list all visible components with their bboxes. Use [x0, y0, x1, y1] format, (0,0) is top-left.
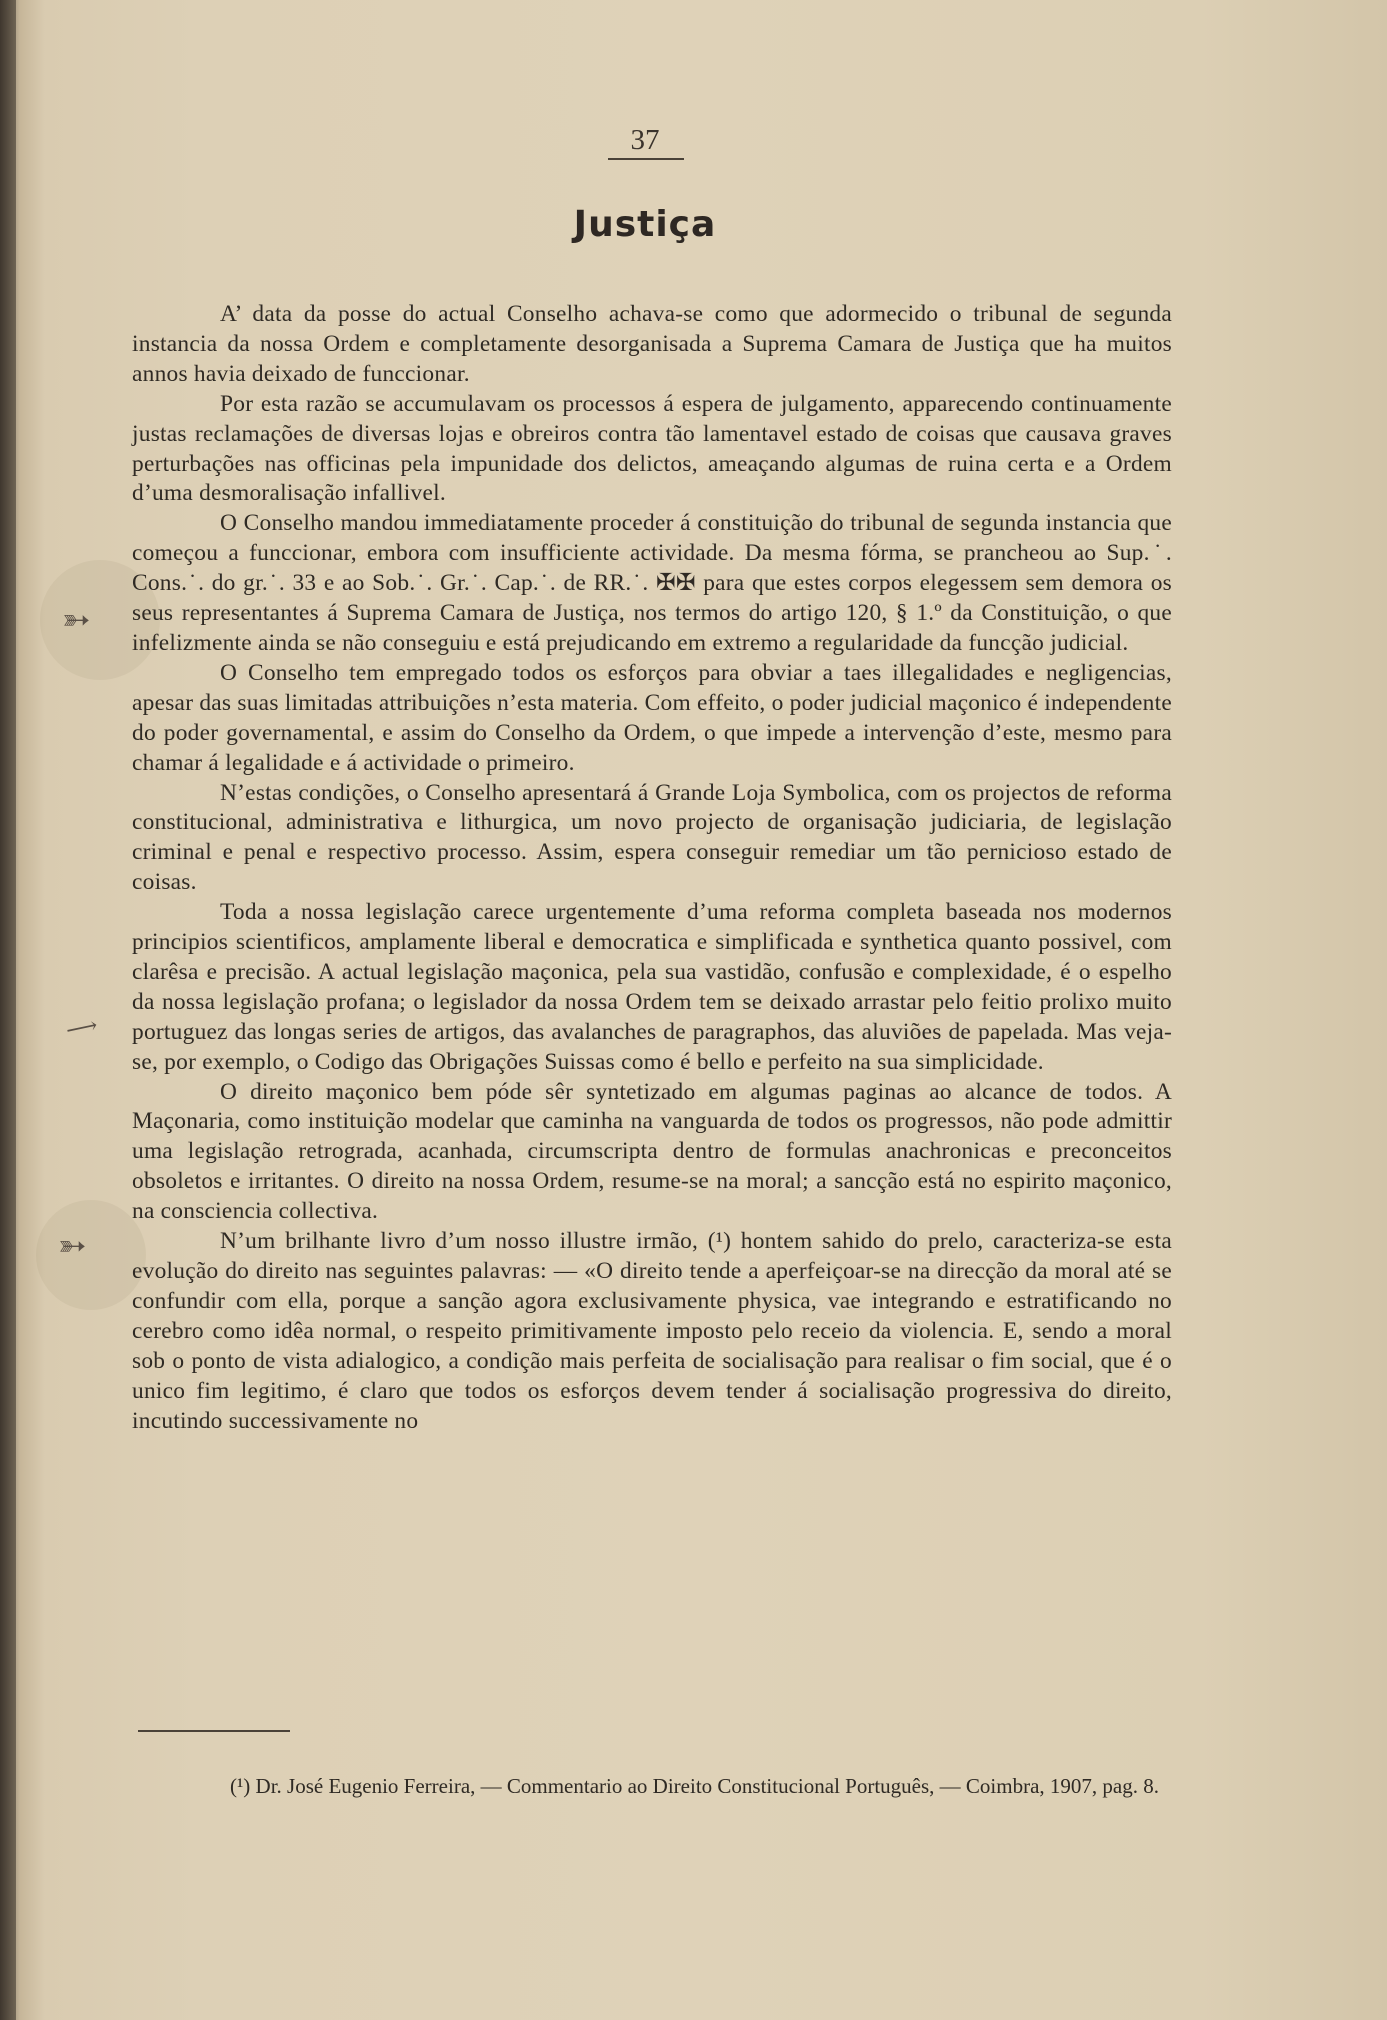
- binding-edge: [0, 0, 16, 2020]
- section-title: Justiça: [573, 204, 717, 245]
- paragraph: N’estas condições, o Conselho apresentará á Grande Loja Symbolica, com os projectos de reforma constitucional, administrativa e lithurgica, um novo projecto de organisação judiciaria, de legislação criminal e penal e respectivo processo. Assim, espera conseguir remediar um tão pernicioso estado de coisas.: [132, 779, 1172, 896]
- paragraph: Toda a nossa legislação carece urgentemente d’uma reforma completa baseada nos modernos principios scientificos, amplamente liberal e democratica e simplificada e synthetica quanto possivel, com clarêsa e precisão. A actual legislação maçonica, pela sua vastidão, confusão e complexidade, é o espelho da nossa legislação profana; o legislador da nossa Ordem tem se deixado arrastar pelo feitio prolixo muito portuguez das longas series de artigos, das avalanches de paragraphos, das aluviões de papelada. Mas veja-se, por exemplo, o Codigo das Obrigações Suissas como é bello e perfeito na sua simplicidade.: [132, 899, 1172, 1075]
- page-number: 37: [630, 124, 660, 156]
- paragraph: A’ data da posse do actual Conselho achava-se como que adormecido o tribunal de segunda instancia da nossa Ordem e completamente desorganisada a Suprema Camara de Justiça que ha muitos annos havia deixado de funccionar.: [132, 301, 1172, 387]
- footnote-text: (¹) Dr. José Eugenio Ferreira, — Commentario ao Direito Constitucional Português, — Coimbra, 1907, pag. 8.: [230, 1774, 1159, 1798]
- paragraph: O Conselho tem empregado todos os esforços para obviar a taes illegalidades e negligencias, apesar das suas limitadas attribuições n’esta materia. Com effeito, o poder judicial maçonico é independente do poder governamental, e assim do Conselho da Ordem, o que impede a intervenção d’este, mesmo para chamar á legalidade e á actividade o primeiro.: [132, 659, 1172, 776]
- ink-blot-mark: ➳: [62, 600, 91, 640]
- body-text: [132, 300, 1172, 1436]
- footnote: [136, 1772, 1186, 1801]
- paragraph: N’um brilhante livro d’um nosso illustre irmão, (¹) hontem sahido do prelo, caracteriza-se esta evolução do direito nas seguintes palavras: — «O direito tende a aperfeiçoar-se na direcção da moral até se confundir com ella, porque a sanção agora exclusivamente physica, vae integrando e estratificando no cerebro como idêa normal, o respeito primitivamente imposto pelo receio da violencia. E, sendo a moral sob o ponto de vista adialogico, a condição mais perfeita de socialisação para realisar o fim social, que é o unico fim legitimo, é claro que todos os esforços devem tender á socialisação progressiva do direito, incutindo successivamente no: [132, 1228, 1172, 1434]
- page-number-underline: [608, 158, 684, 160]
- paper-stain: [36, 1200, 146, 1310]
- paragraph: O direito maçonico bem póde sêr syntetizado em algumas paginas ao alcance de todos. A Maçonaria, como instituição modelar que caminha na vanguarda de todos os progressos, não pode admittir uma legislação retrograda, acanhada, circumscripta dentro de formulas anachronicas e preconceitos obsoletos e irritantes. O direito na nossa Ordem, resume-se na moral; a sancção está no espirito maçonico, na consciencia collectiva.: [132, 1078, 1172, 1225]
- ink-blot-mark: ⟶: [63, 1012, 100, 1045]
- footnote-divider: [138, 1730, 290, 1732]
- paragraph: Por esta razão se accumulavam os processos á espera de julgamento, apparecendo continuamente justas reclamações de diversas lojas e obreiros contra tão lamentavel estado de coisas que causava graves perturbações nas officinas pela impunidade dos delictos, ameaçando algumas de ruina certa e a Ordem d’uma desmoralisação infallivel.: [132, 390, 1172, 507]
- ink-blot-mark: ➳: [58, 1226, 87, 1266]
- paragraph: O Conselho mandou immediatamente proceder á constituição do tribunal de segunda instancia que começou a funccionar, embora com insufficiente actividade. Da mesma fórma, se prancheou ao Sup.˙. Cons.˙. do gr.˙. 33 e ao Sob.˙. Gr.˙. Cap.˙. de RR.˙. ✠✠ para que estes corpos elegessem sem demora os seus representantes á Suprema Camara de Justiça, nos termos do artigo 120, § 1.º da Constituição, o que infelizmente ainda se não conseguiu e está prejudicando em extremo a regularidade da funcção judicial.: [132, 510, 1172, 656]
